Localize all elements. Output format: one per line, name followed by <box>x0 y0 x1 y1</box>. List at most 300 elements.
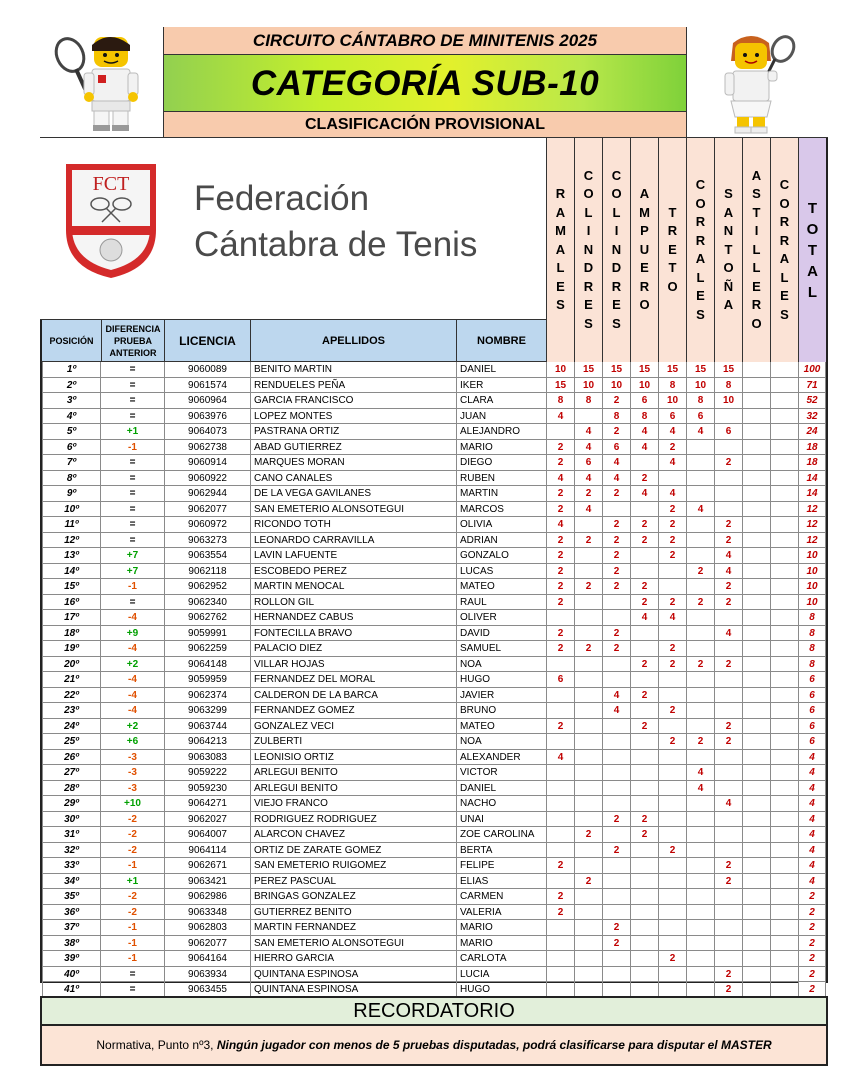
difference-cell: -4 <box>100 641 164 657</box>
license-cell: 9063554 <box>164 548 250 564</box>
license-cell: 9060964 <box>164 393 250 409</box>
surname-cell: PALACIO DIEZ <box>250 641 456 657</box>
name-cell: RAUL <box>456 595 546 611</box>
tournament-header-5 <box>658 138 686 362</box>
points-cell <box>686 641 714 657</box>
points-cell: 4 <box>714 796 742 812</box>
total-cell: 10 <box>798 564 826 580</box>
position-cell: 30º <box>42 812 100 828</box>
points-cell <box>742 579 770 595</box>
points-cell <box>686 688 714 704</box>
points-cell: 2 <box>574 874 602 890</box>
points-cell <box>630 703 658 719</box>
name-cell: NOA <box>456 734 546 750</box>
points-cell: 2 <box>714 455 742 471</box>
name-cell: MARIO <box>456 920 546 936</box>
points-cell <box>714 812 742 828</box>
table-row <box>42 688 826 704</box>
points-cell: 10 <box>630 378 658 394</box>
table-row <box>42 750 826 766</box>
points-cell <box>630 843 658 859</box>
position-cell: 22º <box>42 688 100 704</box>
total-cell: 100 <box>798 362 826 378</box>
position-cell: 20º <box>42 657 100 673</box>
col-header-apellidos: APELLIDOS <box>250 320 456 362</box>
points-cell <box>574 626 602 642</box>
points-cell <box>770 393 798 409</box>
total-cell: 4 <box>798 781 826 797</box>
license-cell: 9063455 <box>164 982 250 998</box>
position-cell: 37º <box>42 920 100 936</box>
points-cell <box>686 703 714 719</box>
points-cell: 15 <box>602 362 630 378</box>
license-cell: 9061574 <box>164 378 250 394</box>
points-cell <box>602 858 630 874</box>
table-row <box>42 719 826 735</box>
points-cell <box>742 440 770 456</box>
tournament-label: S A N T O Ñ A <box>723 186 734 313</box>
difference-cell: -3 <box>100 750 164 766</box>
category-title: CATEGORÍA SUB-10 <box>164 55 686 112</box>
surname-cell: SAN EMETERIO RUIGOMEZ <box>250 858 456 874</box>
points-cell: 4 <box>686 502 714 518</box>
position-cell: 5º <box>42 424 100 440</box>
points-cell <box>686 579 714 595</box>
points-cell: 2 <box>546 626 574 642</box>
points-cell <box>546 951 574 967</box>
points-cell: 2 <box>602 533 630 549</box>
position-cell: 19º <box>42 641 100 657</box>
name-cell: SAMUEL <box>456 641 546 657</box>
table-row <box>42 393 826 409</box>
position-cell: 40º <box>42 967 100 983</box>
points-cell: 8 <box>658 378 686 394</box>
points-cell <box>742 564 770 580</box>
surname-cell: GUTIERREZ BENITO <box>250 905 456 921</box>
surname-cell: HIERRO GARCIA <box>250 951 456 967</box>
name-cell: JUAN <box>456 409 546 425</box>
license-cell: 9060914 <box>164 455 250 471</box>
federation-name-line1: Federación <box>194 179 370 218</box>
license-cell: 9064148 <box>164 657 250 673</box>
license-cell: 9063348 <box>164 905 250 921</box>
table-row <box>42 610 826 626</box>
surname-cell: RICONDO TOTH <box>250 517 456 533</box>
total-cell: 2 <box>798 889 826 905</box>
points-cell <box>770 610 798 626</box>
points-cell: 2 <box>714 719 742 735</box>
position-cell: 38º <box>42 936 100 952</box>
points-cell: 2 <box>658 657 686 673</box>
points-cell: 2 <box>602 920 630 936</box>
table-row <box>42 378 826 394</box>
points-cell <box>574 905 602 921</box>
points-cell <box>770 626 798 642</box>
points-cell: 6 <box>686 409 714 425</box>
points-cell <box>574 920 602 936</box>
license-cell: 9063934 <box>164 967 250 983</box>
total-cell: 2 <box>798 967 826 983</box>
difference-cell: = <box>100 471 164 487</box>
points-cell: 4 <box>686 765 714 781</box>
surname-cell: GONZALEZ VECI <box>250 719 456 735</box>
points-cell <box>770 440 798 456</box>
points-cell <box>714 486 742 502</box>
points-cell: 2 <box>714 579 742 595</box>
points-cell: 4 <box>574 440 602 456</box>
name-cell: JAVIER <box>456 688 546 704</box>
points-cell <box>742 486 770 502</box>
difference-cell: -1 <box>100 440 164 456</box>
position-cell: 33º <box>42 858 100 874</box>
points-cell <box>770 703 798 719</box>
table-row <box>42 920 826 936</box>
tournament-label: C O L I N D R E S <box>611 167 622 331</box>
points-cell: 2 <box>658 734 686 750</box>
points-cell: 6 <box>630 393 658 409</box>
points-cell <box>714 703 742 719</box>
points-cell: 2 <box>686 564 714 580</box>
tournament-label: A M P U E R O <box>639 186 650 313</box>
points-cell: 8 <box>714 378 742 394</box>
points-cell <box>770 920 798 936</box>
points-cell: 2 <box>630 517 658 533</box>
points-cell <box>742 734 770 750</box>
points-cell <box>742 517 770 533</box>
points-cell <box>658 719 686 735</box>
name-cell: ADRIAN <box>456 533 546 549</box>
total-cell: 6 <box>798 719 826 735</box>
points-cell <box>770 874 798 890</box>
difference-cell: -3 <box>100 781 164 797</box>
difference-cell: -2 <box>100 889 164 905</box>
points-cell <box>602 502 630 518</box>
points-cell: 4 <box>546 409 574 425</box>
surname-cell: GARCIA FRANCISCO <box>250 393 456 409</box>
total-cell: 6 <box>798 688 826 704</box>
difference-cell: = <box>100 982 164 998</box>
points-cell: 2 <box>602 843 630 859</box>
points-cell <box>742 657 770 673</box>
points-cell: 4 <box>658 424 686 440</box>
points-cell <box>770 812 798 828</box>
surname-cell: ALARCON CHAVEZ <box>250 827 456 843</box>
table-row <box>42 796 826 812</box>
points-cell <box>742 455 770 471</box>
points-cell <box>742 409 770 425</box>
points-cell <box>602 595 630 611</box>
total-cell: 24 <box>798 424 826 440</box>
points-cell: 4 <box>686 781 714 797</box>
difference-cell: = <box>100 517 164 533</box>
points-cell <box>574 409 602 425</box>
points-cell: 2 <box>546 440 574 456</box>
points-cell: 2 <box>686 657 714 673</box>
points-cell: 2 <box>602 424 630 440</box>
federation-logo-area <box>40 138 546 320</box>
total-cell: 18 <box>798 440 826 456</box>
points-cell <box>658 781 686 797</box>
points-cell: 15 <box>630 362 658 378</box>
points-cell <box>742 951 770 967</box>
points-cell <box>658 920 686 936</box>
points-cell: 4 <box>602 703 630 719</box>
difference-cell: -1 <box>100 579 164 595</box>
license-cell: 9062077 <box>164 502 250 518</box>
table-row <box>42 781 826 797</box>
points-cell <box>770 486 798 502</box>
license-cell: 9063299 <box>164 703 250 719</box>
license-cell: 9059991 <box>164 626 250 642</box>
name-cell: VICTOR <box>456 765 546 781</box>
points-cell <box>602 874 630 890</box>
position-cell: 25º <box>42 734 100 750</box>
points-cell: 2 <box>658 595 686 611</box>
reminder-body <box>40 1025 828 1066</box>
tournament-header-9 <box>770 138 798 362</box>
difference-cell: -1 <box>100 936 164 952</box>
points-cell <box>770 378 798 394</box>
points-cell: 2 <box>686 734 714 750</box>
name-cell: BRUNO <box>456 703 546 719</box>
points-cell <box>602 719 630 735</box>
points-cell <box>714 843 742 859</box>
points-cell <box>546 936 574 952</box>
points-cell <box>546 657 574 673</box>
surname-cell: ROLLON GIL <box>250 595 456 611</box>
points-cell <box>630 765 658 781</box>
surname-cell: BRINGAS GONZALEZ <box>250 889 456 905</box>
points-cell <box>770 564 798 580</box>
difference-cell: = <box>100 502 164 518</box>
total-cell: 12 <box>798 517 826 533</box>
surname-cell: RODRIGUEZ RODRIGUEZ <box>250 812 456 828</box>
name-cell: OLIVIA <box>456 517 546 533</box>
difference-cell: -4 <box>100 672 164 688</box>
points-cell: 2 <box>658 951 686 967</box>
points-cell <box>630 564 658 580</box>
points-cell <box>770 858 798 874</box>
points-cell: 15 <box>574 362 602 378</box>
points-cell: 2 <box>714 874 742 890</box>
points-cell <box>658 889 686 905</box>
points-cell <box>574 657 602 673</box>
tournament-header-3 <box>602 138 630 362</box>
points-cell <box>742 812 770 828</box>
points-cell <box>630 750 658 766</box>
points-cell: 2 <box>574 533 602 549</box>
points-cell <box>686 455 714 471</box>
points-cell <box>742 502 770 518</box>
difference-cell: +7 <box>100 548 164 564</box>
position-cell: 7º <box>42 455 100 471</box>
points-cell: 4 <box>630 424 658 440</box>
points-cell: 4 <box>574 502 602 518</box>
points-cell <box>658 936 686 952</box>
points-cell: 2 <box>714 982 742 998</box>
points-cell <box>770 750 798 766</box>
points-cell <box>770 843 798 859</box>
points-cell <box>770 409 798 425</box>
points-cell <box>630 672 658 688</box>
name-cell: OLIVER <box>456 610 546 626</box>
points-cell <box>714 951 742 967</box>
points-cell <box>742 781 770 797</box>
points-cell: 15 <box>714 362 742 378</box>
points-cell <box>630 936 658 952</box>
position-cell: 10º <box>42 502 100 518</box>
total-cell: 2 <box>798 982 826 998</box>
points-cell <box>602 889 630 905</box>
surname-cell: ARLEGUI BENITO <box>250 781 456 797</box>
points-cell <box>770 688 798 704</box>
position-cell: 3º <box>42 393 100 409</box>
points-cell <box>574 781 602 797</box>
total-cell: 14 <box>798 486 826 502</box>
position-cell: 2º <box>42 378 100 394</box>
points-cell <box>742 967 770 983</box>
points-cell <box>686 719 714 735</box>
table-row <box>42 765 826 781</box>
difference-cell: +6 <box>100 734 164 750</box>
points-cell: 4 <box>658 455 686 471</box>
name-cell: DIEGO <box>456 455 546 471</box>
points-cell: 2 <box>630 595 658 611</box>
points-cell: 2 <box>546 719 574 735</box>
total-cell: 8 <box>798 626 826 642</box>
points-cell: 6 <box>546 672 574 688</box>
name-cell: MARIO <box>456 440 546 456</box>
difference-cell: -2 <box>100 843 164 859</box>
table-row <box>42 874 826 890</box>
points-cell: 15 <box>686 362 714 378</box>
tournament-header-7 <box>714 138 742 362</box>
points-cell <box>686 858 714 874</box>
table-row <box>42 734 826 750</box>
name-cell: CLARA <box>456 393 546 409</box>
surname-cell: LOPEZ MONTES <box>250 409 456 425</box>
surname-cell: ORTIZ DE ZARATE GOMEZ <box>250 843 456 859</box>
surname-cell: LEONISIO ORTIZ <box>250 750 456 766</box>
points-cell <box>574 936 602 952</box>
points-cell <box>658 858 686 874</box>
difference-cell: +1 <box>100 424 164 440</box>
surname-cell: HERNANDEZ CABUS <box>250 610 456 626</box>
points-cell <box>714 750 742 766</box>
table-row <box>42 471 826 487</box>
points-cell: 2 <box>658 548 686 564</box>
surname-cell: LEONARDO CARRAVILLA <box>250 533 456 549</box>
total-cell: 71 <box>798 378 826 394</box>
name-cell: LUCAS <box>456 564 546 580</box>
points-cell <box>686 951 714 967</box>
col-header-licencia: LICENCIA <box>164 320 250 362</box>
license-cell: 9063976 <box>164 409 250 425</box>
points-cell: 10 <box>546 362 574 378</box>
difference-cell: +10 <box>100 796 164 812</box>
total-cell: 12 <box>798 533 826 549</box>
points-cell: 2 <box>630 579 658 595</box>
table-row <box>42 843 826 859</box>
points-cell <box>630 781 658 797</box>
difference-cell: +2 <box>100 657 164 673</box>
license-cell: 9062027 <box>164 812 250 828</box>
tournament-label: C O L I N D R E S <box>583 167 594 331</box>
name-cell: GONZALO <box>456 548 546 564</box>
points-cell <box>742 920 770 936</box>
points-cell: 2 <box>658 843 686 859</box>
points-cell: 2 <box>630 471 658 487</box>
points-cell <box>686 471 714 487</box>
points-cell <box>714 641 742 657</box>
position-cell: 4º <box>42 409 100 425</box>
total-cell: 2 <box>798 936 826 952</box>
total-cell: 2 <box>798 905 826 921</box>
name-cell: HUGO <box>456 982 546 998</box>
total-cell: 4 <box>798 843 826 859</box>
points-cell <box>714 440 742 456</box>
points-cell <box>658 967 686 983</box>
points-cell <box>630 626 658 642</box>
points-cell: 2 <box>602 812 630 828</box>
points-cell <box>658 688 686 704</box>
points-cell <box>658 827 686 843</box>
points-cell <box>742 750 770 766</box>
license-cell: 9060089 <box>164 362 250 378</box>
points-cell: 10 <box>714 393 742 409</box>
table-row <box>42 641 826 657</box>
points-cell <box>630 796 658 812</box>
total-cell: 2 <box>798 951 826 967</box>
points-cell <box>574 688 602 704</box>
total-cell: 4 <box>798 858 826 874</box>
name-cell: CARMEN <box>456 889 546 905</box>
points-cell <box>714 471 742 487</box>
name-cell: MARIO <box>456 936 546 952</box>
points-cell <box>742 471 770 487</box>
license-cell: 9060922 <box>164 471 250 487</box>
points-cell: 2 <box>658 533 686 549</box>
points-cell <box>742 936 770 952</box>
total-cell: 8 <box>798 610 826 626</box>
position-cell: 26º <box>42 750 100 766</box>
license-cell: 9062118 <box>164 564 250 580</box>
table-row <box>42 440 826 456</box>
points-cell <box>630 889 658 905</box>
points-cell: 15 <box>546 378 574 394</box>
col-header-nombre: NOMBRE <box>456 320 546 362</box>
position-cell: 23º <box>42 703 100 719</box>
license-cell: 9062671 <box>164 858 250 874</box>
points-cell: 2 <box>546 595 574 611</box>
license-cell: 9062374 <box>164 688 250 704</box>
points-cell <box>686 874 714 890</box>
points-cell: 2 <box>658 440 686 456</box>
license-cell: 9063744 <box>164 719 250 735</box>
points-cell <box>770 905 798 921</box>
points-cell <box>714 502 742 518</box>
points-cell <box>742 626 770 642</box>
points-cell: 2 <box>630 688 658 704</box>
total-cell: 8 <box>798 657 826 673</box>
points-cell <box>574 843 602 859</box>
position-cell: 12º <box>42 533 100 549</box>
points-cell <box>546 796 574 812</box>
points-cell: 2 <box>658 502 686 518</box>
total-cell: 4 <box>798 827 826 843</box>
reminder-title: RECORDATORIO <box>40 996 828 1026</box>
points-cell <box>770 424 798 440</box>
